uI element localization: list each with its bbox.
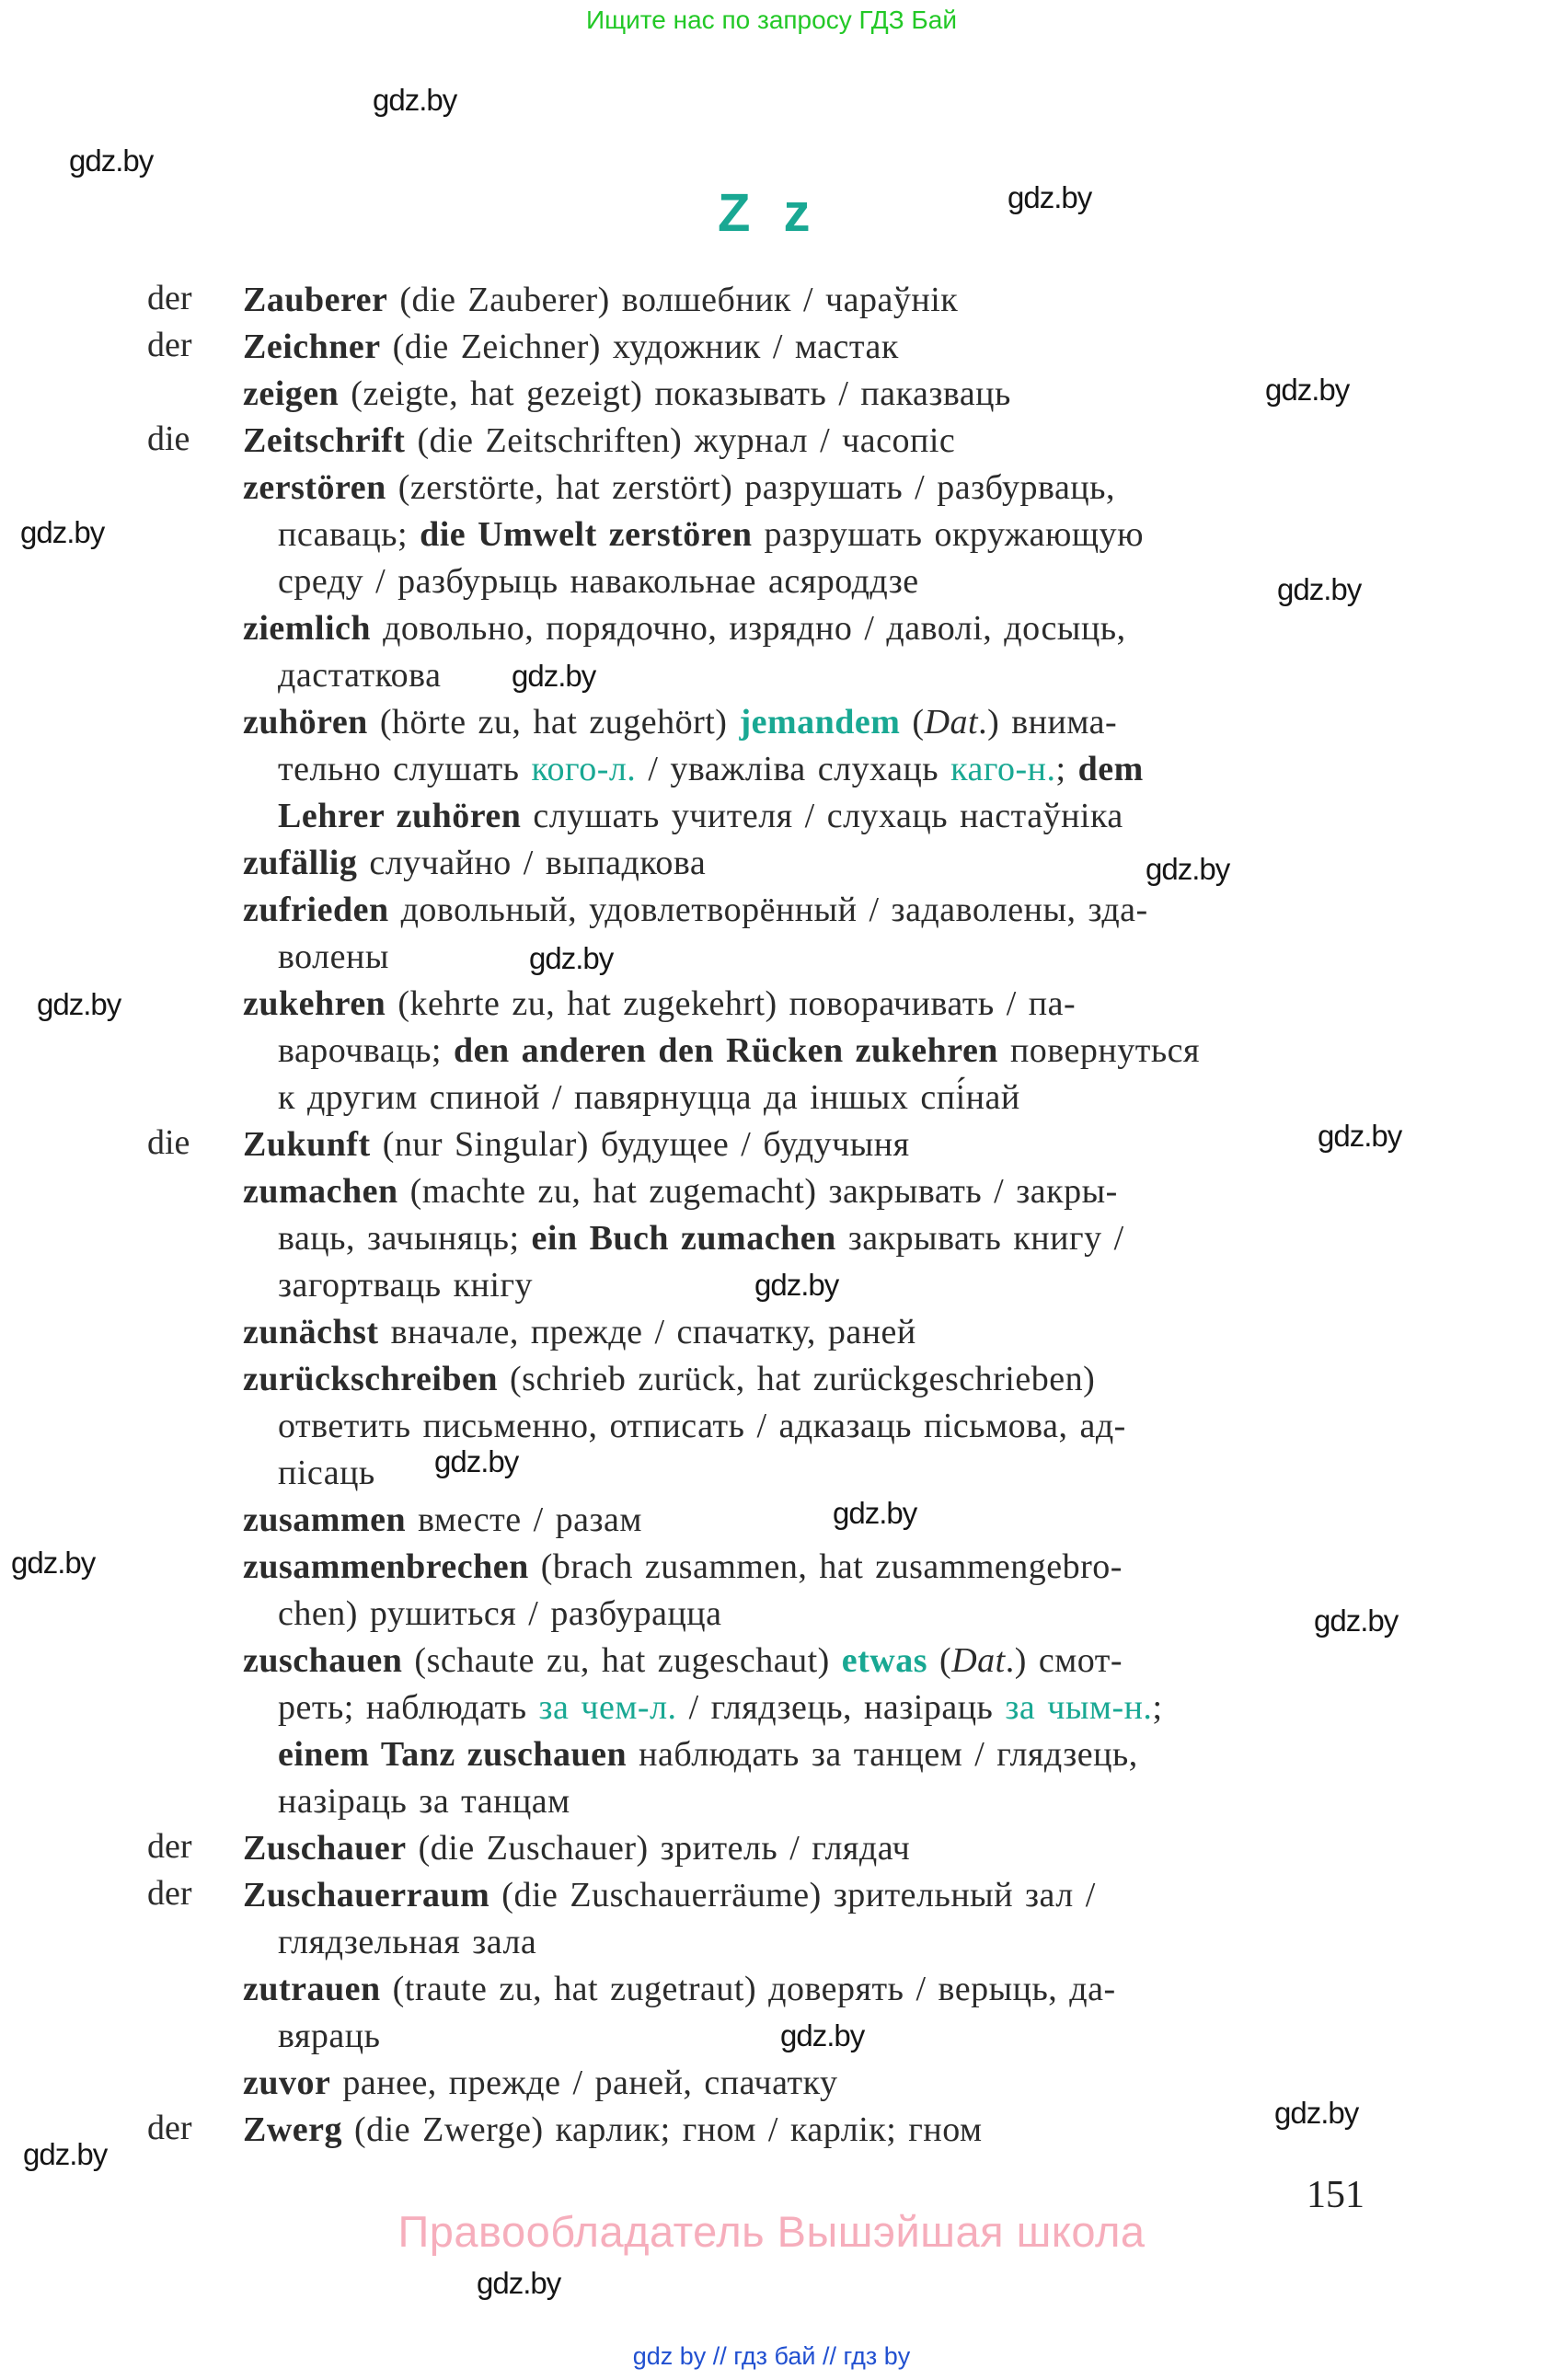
watermark: gdz.by bbox=[780, 2018, 865, 2052]
copyright-line: Правообладатель Вышэйшая школа bbox=[397, 2207, 1146, 2256]
headword-or-phrase: zukehren bbox=[243, 984, 386, 1023]
headword-or-phrase: zunächst bbox=[243, 1313, 379, 1351]
entry-text: (die Zauberer) волшебник / чараўнік bbox=[387, 281, 959, 319]
headword-or-phrase: zeigen bbox=[243, 374, 340, 413]
article-label: der bbox=[147, 1874, 192, 1913]
dictionary-line bbox=[278, 1029, 1200, 1073]
entry-text: (traute zu, hat zugetraut) доверять / верыць, да- bbox=[380, 1970, 1116, 2008]
entry-text: глядзельная зала bbox=[278, 1923, 537, 1961]
entry-text: варочваць; bbox=[278, 1031, 454, 1070]
highlighted-term: etwas bbox=[841, 1641, 928, 1680]
watermark: gdz.by bbox=[754, 1268, 839, 1302]
footer-links[interactable]: gdz by // гдз бай // гдз by bbox=[632, 2342, 911, 2370]
dictionary-line bbox=[278, 1451, 375, 1495]
article-label: der bbox=[147, 279, 192, 317]
dictionary-line bbox=[243, 700, 1117, 744]
watermark: gdz.by bbox=[1318, 1119, 1402, 1153]
entry-text: пісаць bbox=[278, 1454, 375, 1492]
dictionary-line bbox=[243, 841, 706, 885]
highlighted-term: кого-л. bbox=[531, 750, 637, 788]
entry-text: .) смот- bbox=[1005, 1641, 1123, 1680]
headword-or-phrase: einem Tanz zuschauen bbox=[278, 1735, 628, 1774]
watermark: gdz.by bbox=[529, 941, 614, 975]
headword-or-phrase: Zukunft bbox=[243, 1125, 371, 1164]
entry-text: (die Zuschauer) зритель / глядач bbox=[406, 1829, 911, 1868]
entry-text: загортваць кнігу bbox=[278, 1266, 534, 1305]
watermark: gdz.by bbox=[11, 1546, 96, 1580]
headword-or-phrase: zuvor bbox=[243, 2064, 331, 2102]
watermark: gdz.by bbox=[477, 2266, 561, 2300]
entry-text: довольный, удовлетворённый / задаволены, зда- bbox=[388, 891, 1148, 929]
entry-text: (nur Singular) будущее / будучыня bbox=[370, 1125, 910, 1164]
headword-or-phrase: die Umwelt zerstören bbox=[420, 515, 753, 554]
entry-text: назіраць за танцам bbox=[278, 1782, 570, 1821]
entry-text: (die Zuschauerräume) зрительный зал / bbox=[489, 1876, 1096, 1914]
dictionary-line bbox=[243, 2061, 838, 2105]
entry-text: ( bbox=[900, 703, 925, 742]
watermark: gdz.by bbox=[1314, 1604, 1399, 1638]
dictionary-line bbox=[243, 1826, 910, 1870]
entry-text: (schrieb zurück, hat zurückgeschrieben) bbox=[498, 1360, 1096, 1398]
headword-or-phrase: Lehrer zuhören bbox=[278, 797, 522, 835]
entry-text: (machte zu, hat zugemacht) закрывать / закры- bbox=[397, 1172, 1118, 1211]
highlighted-term: каго-н. bbox=[950, 750, 1056, 788]
dictionary-line bbox=[278, 512, 1144, 557]
entry-text: разрушать окружающую bbox=[752, 515, 1145, 554]
headword-or-phrase: zutrauen bbox=[243, 1970, 381, 2008]
dictionary-line bbox=[278, 653, 441, 697]
dictionary-line bbox=[278, 1216, 1124, 1260]
entry-text: вместе / разам bbox=[406, 1500, 642, 1539]
highlighted-term: за чем-л. bbox=[538, 1688, 677, 1727]
watermark: gdz.by bbox=[434, 1444, 519, 1478]
entry-text: довольно, порядочно, изрядно / даволі, досыць, bbox=[371, 609, 1126, 648]
entry-text: наблюдать за танцем / глядзець, bbox=[627, 1735, 1138, 1774]
dictionary-line bbox=[243, 1498, 642, 1542]
entry-text: вначале, прежде / спачатку, раней bbox=[378, 1313, 916, 1351]
entry-text: ответить письменно, отписать / адказаць пісьмова, ад- bbox=[278, 1407, 1126, 1445]
watermark: gdz.by bbox=[1008, 180, 1092, 214]
watermark: gdz.by bbox=[1265, 373, 1350, 407]
headword-or-phrase: zurückschreiben bbox=[243, 1360, 499, 1398]
headword-or-phrase: Zauberer bbox=[243, 281, 388, 319]
dictionary-line bbox=[278, 1263, 533, 1307]
headword-or-phrase: zusammen bbox=[243, 1500, 407, 1539]
entry-text: ( bbox=[927, 1641, 952, 1680]
watermark: gdz.by bbox=[1146, 852, 1230, 886]
article-label: der bbox=[147, 1827, 192, 1866]
section-letter-heading: Z z bbox=[718, 183, 820, 243]
header-notice: Ищите нас по запросу ГДЗ Бай bbox=[585, 6, 958, 34]
headword-or-phrase: Zeichner bbox=[243, 328, 381, 366]
watermark: gdz.by bbox=[1274, 2096, 1359, 2130]
dictionary-line bbox=[243, 1638, 1123, 1683]
headword-or-phrase: zumachen bbox=[243, 1172, 398, 1211]
entry-text: (die Zeitschriften) журнал / часопіс bbox=[405, 421, 956, 460]
article-label: der bbox=[147, 2109, 192, 2147]
entry-text: (zeigte, hat gezeigt) показывать / паказваць bbox=[339, 374, 1011, 413]
entry-text: случайно / выпадкова bbox=[357, 844, 707, 882]
dictionary-line bbox=[278, 1075, 1020, 1120]
entry-text: / глядзець, назіраць bbox=[676, 1688, 1006, 1727]
entry-text: chen) рушиться / разбурацца bbox=[278, 1594, 722, 1633]
entry-text: (kehrte zu, hat zugekehrt) поворачивать / па- bbox=[386, 984, 1077, 1023]
dictionary-line bbox=[243, 1122, 910, 1167]
entry-text: (brach zusammen, hat zusammengebro- bbox=[528, 1547, 1123, 1586]
entry-text: реть; наблюдать bbox=[278, 1688, 539, 1727]
entry-text: .) внима- bbox=[978, 703, 1118, 742]
entry-text: (hörte zu, hat zugehört) bbox=[367, 703, 740, 742]
dictionary-line bbox=[243, 982, 1076, 1026]
highlighted-term: jemandem bbox=[739, 703, 901, 742]
entry-text: повернуться bbox=[997, 1031, 1200, 1070]
dictionary-line bbox=[278, 1404, 1126, 1448]
watermark: gdz.by bbox=[37, 987, 121, 1021]
headword-or-phrase: zuhören bbox=[243, 703, 368, 742]
dictionary-line bbox=[243, 466, 1115, 510]
headword-or-phrase: zerstören bbox=[243, 468, 386, 507]
dictionary-line bbox=[243, 888, 1148, 932]
headword-or-phrase: zufällig bbox=[243, 844, 358, 882]
dictionary-line bbox=[243, 1169, 1118, 1213]
entry-text: дастаткова bbox=[278, 656, 442, 695]
headword-or-phrase: Zuschauerraum bbox=[243, 1876, 490, 1914]
watermark: gdz.by bbox=[69, 144, 154, 178]
entry-text: к другим спиной / павярнуцца да іншых спі́най bbox=[278, 1078, 1020, 1117]
dictionary-line bbox=[243, 1310, 916, 1354]
dictionary-line bbox=[243, 1545, 1123, 1589]
headword-or-phrase: zuschauen bbox=[243, 1641, 403, 1680]
headword-or-phrase: ziemlich bbox=[243, 609, 372, 648]
headword-or-phrase: zufrieden bbox=[243, 891, 389, 929]
watermark: gdz.by bbox=[512, 659, 596, 693]
entry-text: волены bbox=[278, 937, 389, 976]
watermark: gdz.by bbox=[373, 83, 457, 117]
entry-text: слушать учителя / слухаць настаўніка bbox=[521, 797, 1123, 835]
dictionary-line bbox=[243, 372, 1011, 416]
dictionary-line bbox=[278, 559, 919, 604]
dictionary-line bbox=[278, 747, 1144, 791]
dictionary-line bbox=[278, 1732, 1138, 1776]
watermark: gdz.by bbox=[1277, 572, 1362, 606]
entry-text: (die Zwerge) карлик; гном / карлік; гном bbox=[342, 2110, 983, 2149]
entry-text: ваць, зачыняць; bbox=[278, 1219, 532, 1258]
watermark: gdz.by bbox=[23, 2137, 108, 2171]
entry-text: / уважліва слухаць bbox=[636, 750, 951, 788]
dictionary-line bbox=[278, 1685, 1163, 1730]
entry-text: ; bbox=[1152, 1688, 1163, 1727]
headword-or-phrase: ein Buch zumachen bbox=[531, 1219, 836, 1258]
dictionary-line bbox=[243, 2108, 983, 2152]
page-number: 151 bbox=[1307, 2174, 1365, 2216]
entry-text: Dat bbox=[951, 1641, 1006, 1680]
article-label: die bbox=[147, 420, 190, 458]
dictionary-line bbox=[243, 1967, 1116, 2011]
article-label: die bbox=[147, 1123, 190, 1162]
entry-text: (zerstörte, hat zerstört) разрушать / разбурваць, bbox=[386, 468, 1115, 507]
headword-or-phrase: zusammenbrechen bbox=[243, 1547, 529, 1586]
dictionary-line bbox=[243, 1873, 1096, 1917]
headword-or-phrase: Zeitschrift bbox=[243, 421, 406, 460]
dictionary-line bbox=[278, 1920, 536, 1964]
entry-text: среду / разбурыць навакольнае асяроддзе bbox=[278, 562, 919, 601]
dictionary-line bbox=[243, 325, 899, 369]
highlighted-term: за чым-н. bbox=[1005, 1688, 1153, 1727]
entry-text: псаваць; bbox=[278, 515, 420, 554]
headword-or-phrase: Zwerg bbox=[243, 2110, 343, 2149]
dictionary-line bbox=[278, 1592, 722, 1636]
entry-text: (schaute zu, hat zugeschaut) bbox=[402, 1641, 842, 1680]
dictionary-line bbox=[243, 1357, 1095, 1401]
entry-text: закрывать книгу / bbox=[835, 1219, 1124, 1258]
dictionary-line bbox=[243, 278, 958, 322]
headword-or-phrase: dem bbox=[1077, 750, 1144, 788]
entry-text: Dat bbox=[924, 703, 979, 742]
entry-text: ; bbox=[1055, 750, 1078, 788]
dictionary-line bbox=[278, 1779, 570, 1823]
entry-text: тельно слушать bbox=[278, 750, 532, 788]
entry-text: (die Zeichner) художник / мастак bbox=[380, 328, 899, 366]
dictionary-line bbox=[243, 606, 1126, 650]
dictionary-line bbox=[278, 794, 1123, 838]
entry-text: вяраць bbox=[278, 2017, 381, 2055]
dictionary-line bbox=[278, 935, 389, 979]
watermark: gdz.by bbox=[833, 1496, 917, 1530]
dictionary-line bbox=[278, 2014, 380, 2058]
headword-or-phrase: Zuschauer bbox=[243, 1829, 407, 1868]
entry-text: ранее, прежде / раней, спачатку bbox=[330, 2064, 838, 2102]
watermark: gdz.by bbox=[20, 515, 105, 549]
article-label: der bbox=[147, 326, 192, 364]
headword-or-phrase: den anderen den Rücken zukehren bbox=[453, 1031, 998, 1070]
dictionary-line bbox=[243, 419, 955, 463]
